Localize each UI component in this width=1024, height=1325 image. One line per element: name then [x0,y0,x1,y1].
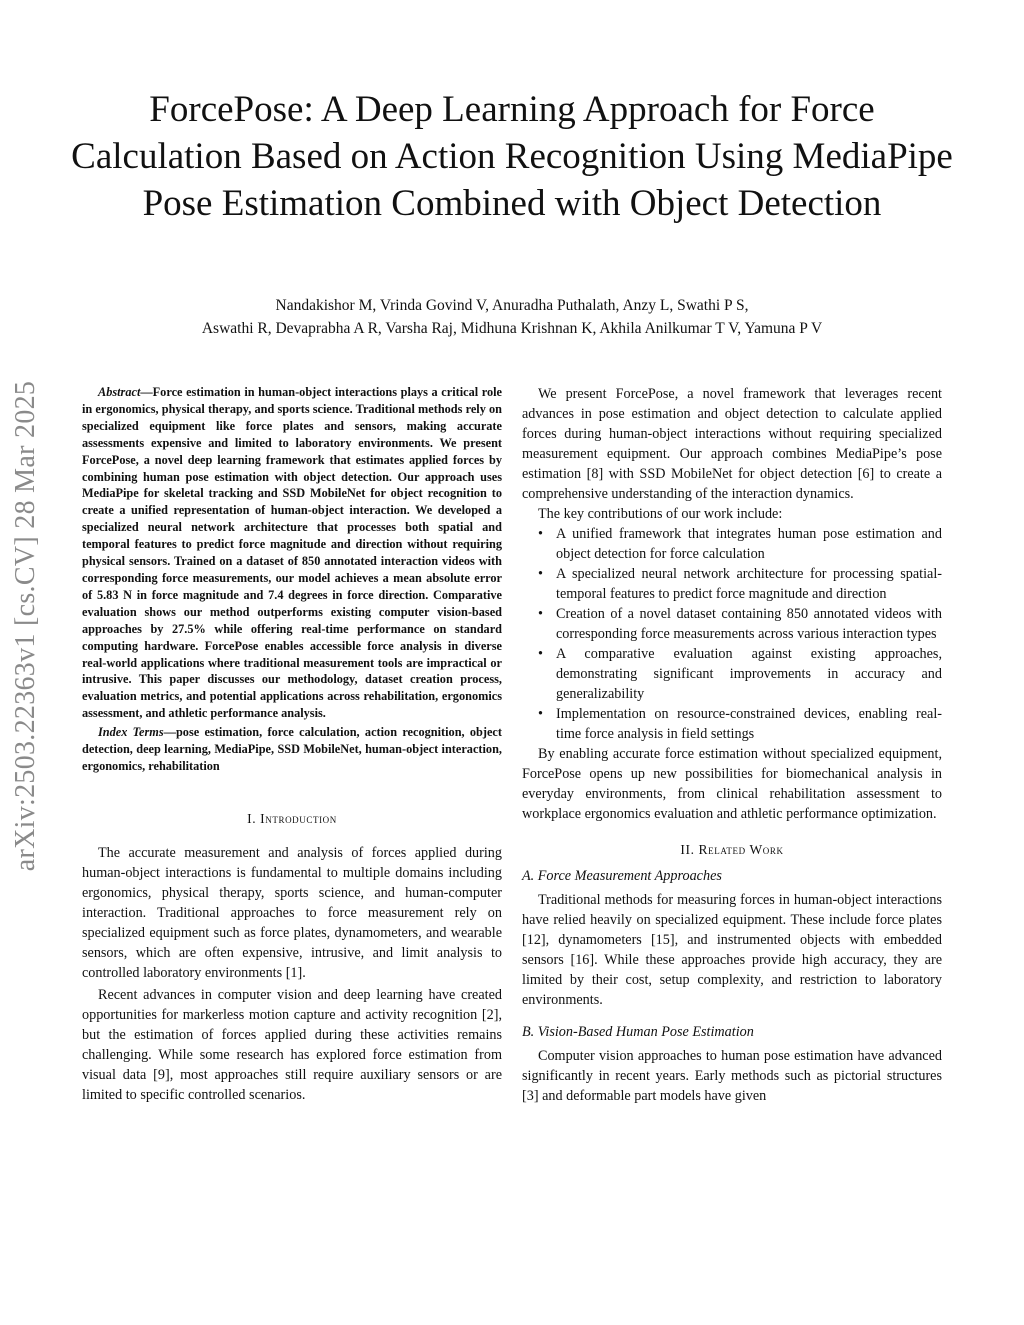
intro-paragraph-5: By enabling accurate force estimation without specialized equipment, ForcePose opens up new possibilities for biomechanical analysis in everyday environments, from clinical rehabilitation assessment to workplace ergonomics evaluation and athletic performance optimization. [522,746,942,822]
index-terms-text: —pose estimation, force calculation, action recognition, object detection, deep learning, MediaPipe, SSD MobileNet, human-object interaction, ergonomics, rehabilitation [82,725,502,773]
contribution-item: • Implementation on resource-constrained devices, enabling real-time force analysis in field settings [522,704,942,744]
arxiv-identifier: arXiv:2503.22363v1 [cs.CV] 28 Mar 2025 [10,380,41,872]
intro-paragraph-3: We present ForcePose, a novel framework that leverages recent advances in pose estimation and object detection to calculate applied forces during human-object interactions without requiring specialized measurement equipment. Our approach combines MediaPipe’s pose estimation [8] with SSD MobileNet for object detection [6] to create a comprehensive understanding of the interaction dynamics. [522,386,942,502]
contribution-list [522,524,942,744]
left-column [82,384,502,1105]
contribution-item: • A comparative evaluation against existing approaches, demonstrating significant improvements in accuracy and generalizability [522,644,942,704]
contribution-item: • A specialized neural network architecture for processing spatial-temporal features to predict force magnitude and direction [522,564,942,604]
right-column [522,384,942,1106]
abstract-label: Abstract [98,385,141,399]
contribution-item: • Creation of a novel dataset containing 850 annotated videos with corresponding force measurements across various interaction types [522,604,942,644]
abstract [82,384,502,775]
author-list [70,294,954,340]
author-line-1: Nandakishor M, Vrinda Govind V, Anuradha Puthalath, Anzy L, Swathi P S, [275,297,749,314]
subsection-heading-force-measurement: A. Force Measurement Approaches [522,868,722,884]
index-terms-label: Index Terms [98,725,164,740]
paper-title: ForcePose: A Deep Learning Approach for Force Calculation Based on Action Recognition Using MediaPipe Pose Estimation Combined with Object Detection [71,89,953,224]
related-b-paragraph: Computer vision approaches to human pose estimation have advanced significantly in recent years. Early methods such as pictorial structures [3] and deformable part models have given [522,1048,942,1104]
intro-paragraph-2: Recent advances in computer vision and deep learning have created opportunities for markerless motion capture and activity recognition [2], but the estimation of forces applied during these activities remains challenging. While some research has explored force estimation from visual data [9], most approaches still require auxiliary sensors or are limited to specific controlled scenarios. [82,986,502,1103]
section-heading-introduction: I. Introduction [247,810,337,826]
abstract-text: —Force estimation in human-object interactions plays a critical role in ergonomics, physical therapy, and sports science. Traditional methods rely on specialized equipment like force plates and sensors, making accurate assessments expensive and limited to laboratory environments. We present ForcePose, a novel deep learning framework that estimates applied forces by combining human pose estimation with object detection. Our approach uses MediaPipe for skeletal tracking and SSD MobileNet for object recognition to create a unified representation of human-object interaction. We developed a specialized neural network architecture that processes both spatial and temporal features to predict force magnitude and direction without requiring physical sensors. Trained on a dataset of 850 annotated interaction videos with corresponding force measurements, our model achieves a mean absolute error of 5.83 N in force magnitude and 7.4 degrees in force direction. Comparative evaluation shows our method outperforms existing computer vision-based approaches by 27.5% while offering real-time performance on standard computing hardware. ForcePose enables accessible force analysis in diverse real-world applications where traditional measurement tools are impractical or intrusive. This paper discusses our methodology, dataset creation process, evaluation metrics, and potential applications across rehabilitation, ergonomics assessment, and athletic performance analysis. [82,385,502,721]
author-line-2: Aswathi R, Devaprabha A R, Varsha Raj, Midhuna Krishnan K, Akhila Anilkumar T V, Yamuna P V [201,320,823,337]
contribution-item: • A unified framework that integrates human pose estimation and object detection for force calculation [522,524,942,564]
intro-paragraph-1: The accurate measurement and analysis of forces applied during human-object interactions is fundamental to multiple domains including ergonomics, physical therapy, sports science, and human-computer interaction. Traditional approaches to force measurement rely on specialized equipment such as force plates, dynamometers, and wearable sensors, which are often expensive, intrusive, and limit analysis to controlled laboratory environments [1]. [82,844,502,981]
intro-paragraph-4: The key contributions of our work include: [538,506,783,522]
section-heading-related-work: II. Related Work [680,842,784,857]
related-a-paragraph: Traditional methods for measuring forces in human-object interactions have relied heavily on specialized equipment. These include force plates [12], dynamometers [15], and instrumented objects with embedded sensors [16]. While these approaches provide high accuracy, they are limited by their cost, setup complexity, and restriction to laboratory environments. [522,892,942,1008]
subsection-heading-vision-pose: B. Vision-Based Human Pose Estimation [522,1024,754,1040]
